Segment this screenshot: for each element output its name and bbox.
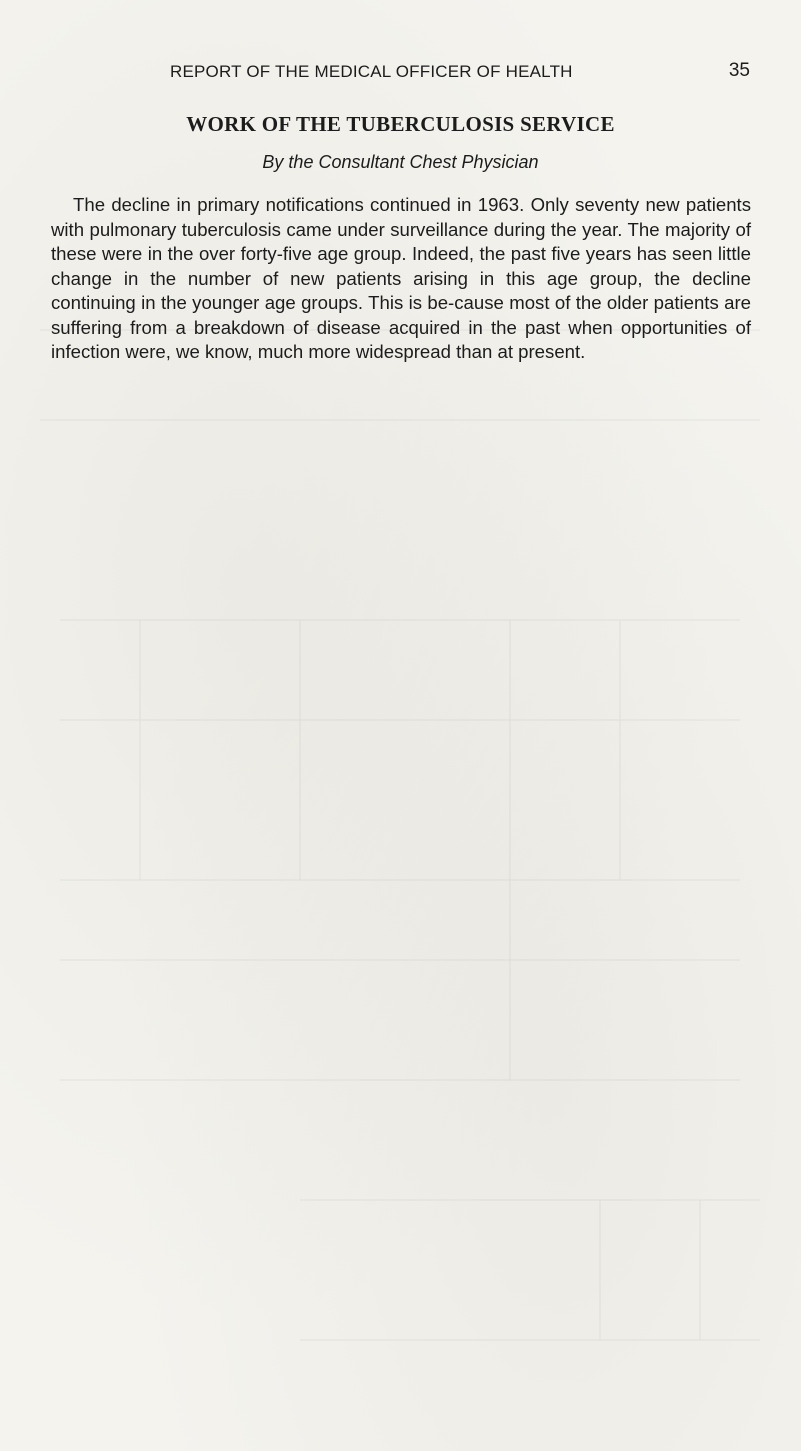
page-number: 35 (728, 60, 750, 81)
section-title: WORK OF THE TUBERCULOSIS SERVICE (186, 112, 615, 136)
running-head: REPORT OF THE MEDICAL OFFICER OF HEALTH (170, 62, 573, 81)
body-paragraph: The decline in primary notifications continued in 1963. Only seventy new patients with pulmonary tuberculosis came under surveillance during the year. The majority of these were in the over forty-five age group. Indeed, the past five years has seen little change in the number of new patients arising in this age group, the decline continuing in the younger age groups. This is be-cause most of the older patients are suffering from a breakdown of disease acquired in the past when opportunities of infection were, we know, much more widespread than at present. (51, 194, 751, 362)
byline: By the Consultant Chest Physician (262, 152, 539, 172)
